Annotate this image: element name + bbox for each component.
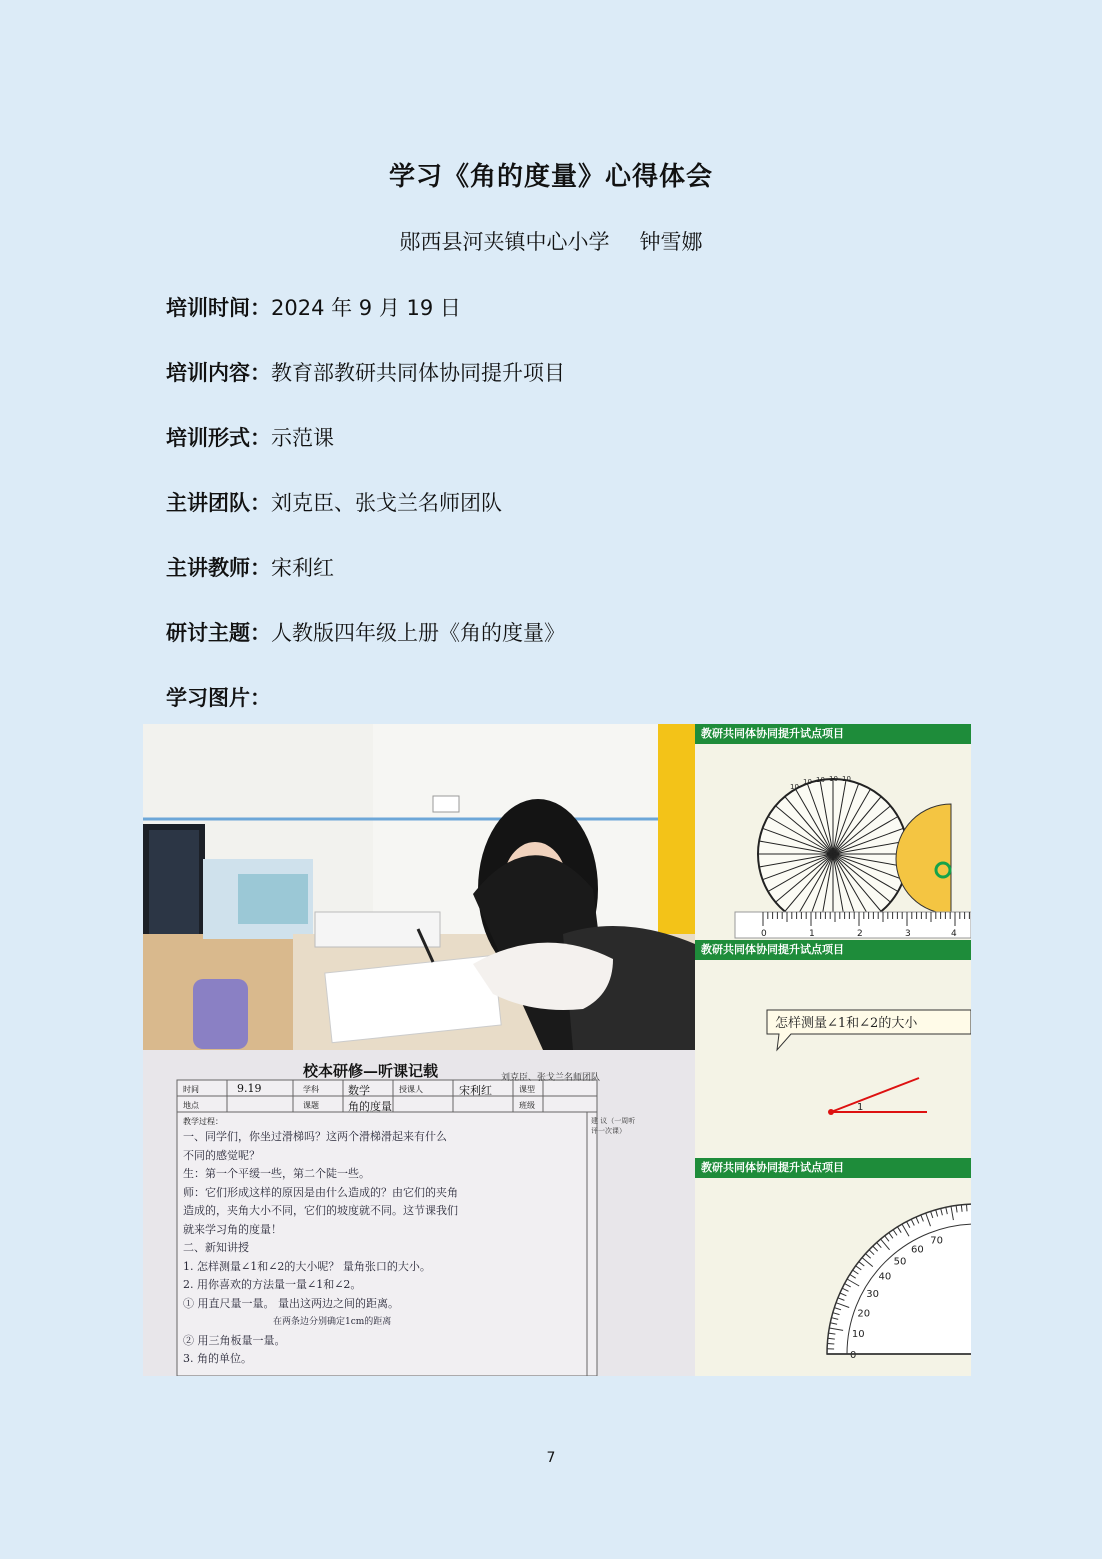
notebook-cell-label: 地点 [183, 1101, 199, 1110]
notebook-cell-value: 角的度量 [348, 1100, 392, 1113]
slide-header: 教研共同体协同提升试点项目 [695, 724, 971, 744]
field-label: 培训内容： [166, 361, 271, 385]
document-title: 学习《角的度量》心得体会 [388, 162, 713, 192]
notebook-line: 2. 用你喜欢的方法量一量∠1和∠2。 [183, 1278, 362, 1291]
angle-drawing [695, 960, 971, 1158]
protractor-label: 0 [850, 1350, 857, 1361]
ruler-tick-label: 4 [951, 929, 957, 939]
ruler-tick-label: 1 [809, 929, 815, 939]
notebook-line: 在两条边分别确定1cm的距离 [273, 1317, 392, 1327]
dial-label: 10 [803, 778, 812, 786]
protractor-tick [967, 1204, 968, 1211]
field-value: 教育部教研共同体协同提升项目 [271, 361, 565, 385]
lesson-record-photo [143, 1050, 695, 1376]
dial-label: 10 [842, 775, 851, 783]
slide-header: 教研共同体协同提升试点项目 [695, 1158, 971, 1178]
protractor-label: 50 [893, 1256, 907, 1268]
notebook-line: 造成的，夹角大小不同，它们的坡度就不同。这节课我们 [183, 1204, 458, 1217]
notebook-line: ① 用直尺量一量。 量出这两边之间的距离。 [183, 1296, 399, 1310]
protractor-label: 40 [878, 1271, 892, 1283]
notebook-cell-value: 数学 [348, 1084, 370, 1097]
field-label: 研讨主题： [166, 621, 271, 645]
classroom-scene [143, 724, 695, 1050]
protractor-label: 10 [851, 1328, 865, 1340]
dial-label: 10 [829, 775, 838, 783]
field-label: 培训时间： [166, 296, 271, 320]
field-label: 主讲教师： [166, 556, 271, 580]
dial-label: 10 [816, 776, 825, 784]
field-value: 宋利红 [271, 556, 334, 580]
notebook-cell-label: 学科 [303, 1085, 319, 1094]
notebook-side-note: 建 议（一周听评一次课） [591, 1117, 636, 1135]
field-value: 示范课 [271, 426, 334, 450]
school-name: 郧西县河夹镇中心小学 [399, 230, 610, 254]
author-name: 钟雪娜 [639, 230, 703, 254]
field-label: 培训形式： [166, 426, 271, 450]
notebook-line: 1. 怎样测量∠1和∠2的大小呢？ 量角张口的大小。 [183, 1259, 431, 1273]
notebook-line: 二、新知讲授 [183, 1241, 249, 1254]
notebook-cell-value: 9.19 [237, 1082, 262, 1095]
notebook-cell-value: 宋利红 [459, 1084, 492, 1097]
notebook-line: 3. 角的单位。 [183, 1352, 252, 1365]
slide-angle-question [695, 940, 971, 1158]
notebook-process-label: 教学过程： [183, 1117, 223, 1126]
notebook-line: 师：它们形成这样的原因是由什么造成的？由它们的夹角 [183, 1185, 458, 1199]
notebook-line: 一、同学们，你坐过滑梯吗？这两个滑梯滑起来有什么 [183, 1130, 447, 1143]
field-photos-heading [166, 682, 271, 712]
field-training-format [166, 422, 334, 452]
protractor-label: 60 [911, 1244, 924, 1256]
field-value: 人教版四年级上册《角的度量》 [271, 621, 565, 645]
notebook-heading: 校本研修—听课记载 [303, 1062, 439, 1080]
notebook-cell-label: 课型 [519, 1085, 535, 1094]
field-topic [166, 617, 565, 647]
notebook-lines [183, 1128, 583, 1369]
slide-header: 教研共同体协同提升试点项目 [695, 940, 971, 960]
angle-label: 1 [857, 1102, 864, 1113]
notebook-cell-label: 班级 [519, 1101, 535, 1110]
notebook-line: 不同的感觉呢？ [183, 1148, 260, 1162]
ruler-tick-label: 2 [857, 929, 863, 939]
photo-collage [143, 724, 971, 1376]
notebook-team-note: 刘克臣、张戈兰名师团队 [501, 1073, 601, 1083]
protractor-label: 30 [866, 1289, 880, 1300]
ruler-tick-label: 3 [905, 929, 911, 939]
classroom-photo [143, 724, 695, 1050]
field-lead-teacher [166, 552, 334, 582]
field-training-time [166, 292, 461, 322]
ruler-tick-label: 0 [761, 929, 767, 939]
dial-drawing [695, 744, 971, 940]
field-value: 2024 年 9 月 19 日 [271, 296, 461, 320]
protractor-drawing [695, 1178, 971, 1376]
field-label: 学习图片： [166, 686, 271, 710]
field-training-content [166, 357, 565, 387]
page-number: 7 [546, 1450, 556, 1466]
protractor-tick [827, 1344, 834, 1345]
field-lead-team [166, 487, 502, 517]
protractor-label: 70 [930, 1235, 944, 1247]
notebook-line: 生：第一个平缓一些，第二个陡一些。 [183, 1167, 370, 1180]
dial-label: 10 [790, 783, 799, 791]
field-value: 刘克臣、张戈兰名师团队 [271, 491, 502, 515]
notebook-cell-label: 课题 [303, 1101, 319, 1110]
field-label: 主讲团队： [166, 491, 271, 515]
notebook-line: ② 用三角板量一量。 [183, 1333, 286, 1347]
slide-dial [695, 724, 971, 940]
notebook-cell-label: 时间 [183, 1085, 199, 1094]
speech-bubble-text: 怎样测量∠1和∠2的大小 [775, 1016, 918, 1031]
notebook-cell-label: 授课人 [399, 1085, 423, 1094]
author-line [0, 226, 1102, 256]
protractor-label: 20 [857, 1308, 871, 1320]
slide-protractor [695, 1158, 971, 1376]
notebook-line: 就来学习角的度量！ [183, 1222, 282, 1236]
